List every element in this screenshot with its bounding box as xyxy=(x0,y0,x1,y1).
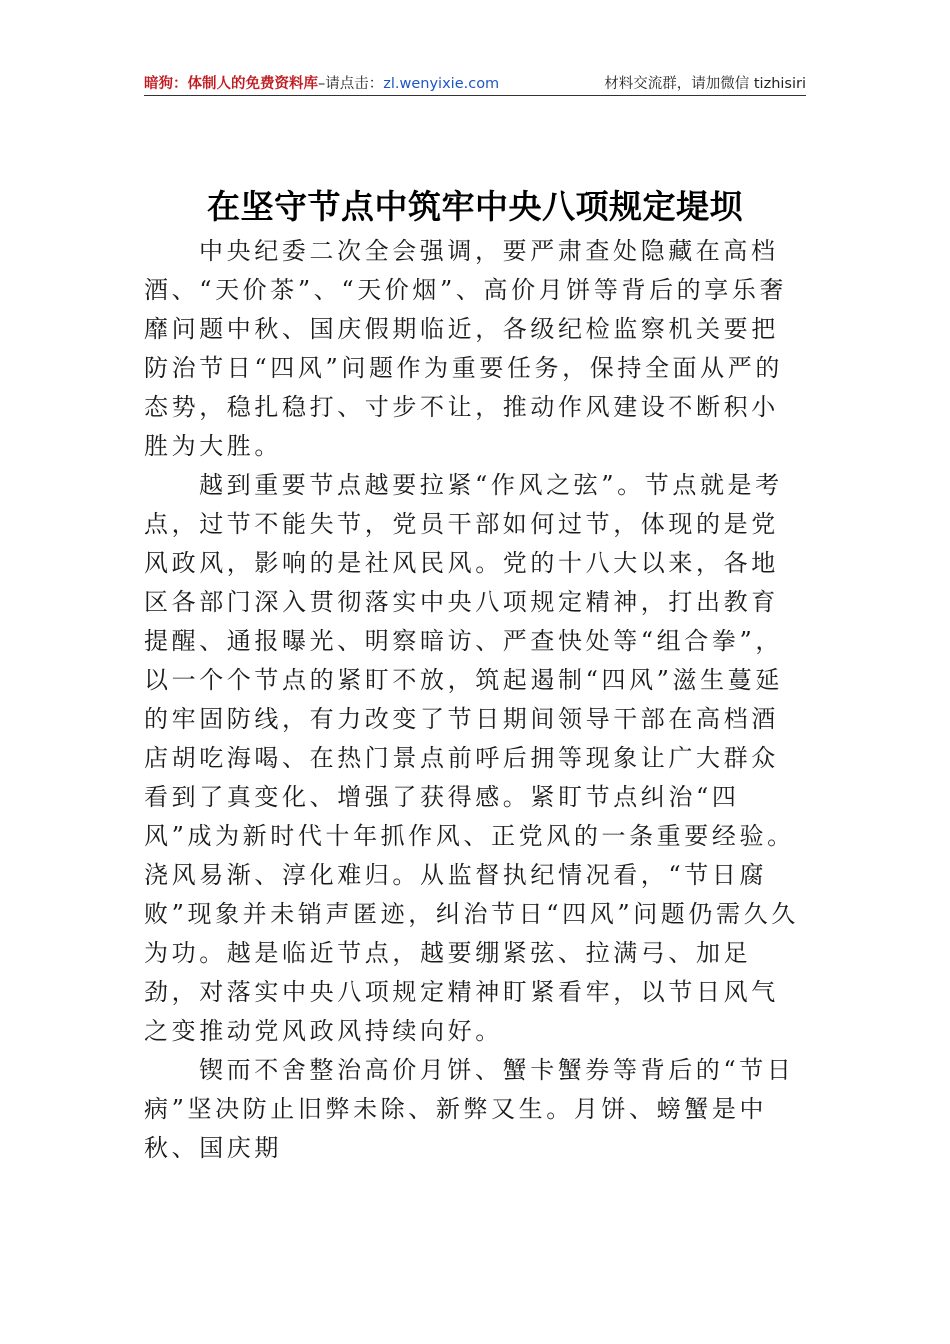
header-contact: 材料交流群，请加微信 tizhisiri xyxy=(604,76,806,92)
paragraph-3: 锲而不舍整治高价月饼、蟹卡蟹券等背后的“节日病”坚决防止旧弊未除、新弊又生。月饼、螃蟹是中秋、国庆期 xyxy=(144,1056,795,1162)
header-click-prompt: –请点击： xyxy=(318,76,384,92)
paragraph-1: 中央纪委二次全会强调，要严肃查处隐藏在高档酒、“天价茶”、“天价烟”、高价月饼等背后的享乐奢靡问题中秋、国庆假期临近，各级纪检监察机关要把防治节日“四风”问题作为重要任务，保持全面从严的态势，稳扎稳打、寸步不让，推动作风建设不断积小胜为大胜。 xyxy=(144,237,788,460)
header-brand: 暗狗：体制人的免费资料库 xyxy=(144,76,318,92)
page-title: 在坚守节点中筑牢中央八项规定堤坝 xyxy=(207,187,743,227)
document-body xyxy=(144,232,806,1168)
paragraph-2: 越到重要节点越要拉紧“作风之弦”。节点就是考点，过节不能失节，党员干部如何过节，体现的是党风政风，影响的是社风民风。党的十八大以来，各地区各部门深入贯彻落实中央八项规定精神，打出教育提醒、通报曝光、明察暗访、严查快处等“组合拳”，以一个个节点的紧盯不放，筑起遏制“四风”滋生蔓延的牢固防线，有力改变了节日期间领导干部在高档酒店胡吃海喝、在热门景点前呼后拥等现象让广大群众看到了真变化、增强了获得感。紧盯节点纠治“四风”成为新时代十年抓作风、正党风的一条重要经验。浇风易渐、淳化难归。从监督执纪情况看，“节日腐败”现象并未销声匿迹，纠治节日“四风”问题仍需久久为功。越是临近节点，越要绷紧弦、拉满弓、加足劲，对落实中央八项规定精神盯紧看牢，以节日风气之变推动党风政风持续向好。 xyxy=(144,471,799,1045)
header-banner xyxy=(144,70,806,94)
header-divider xyxy=(144,95,806,96)
header-link[interactable]: zl.wenyixie.com xyxy=(383,76,500,92)
